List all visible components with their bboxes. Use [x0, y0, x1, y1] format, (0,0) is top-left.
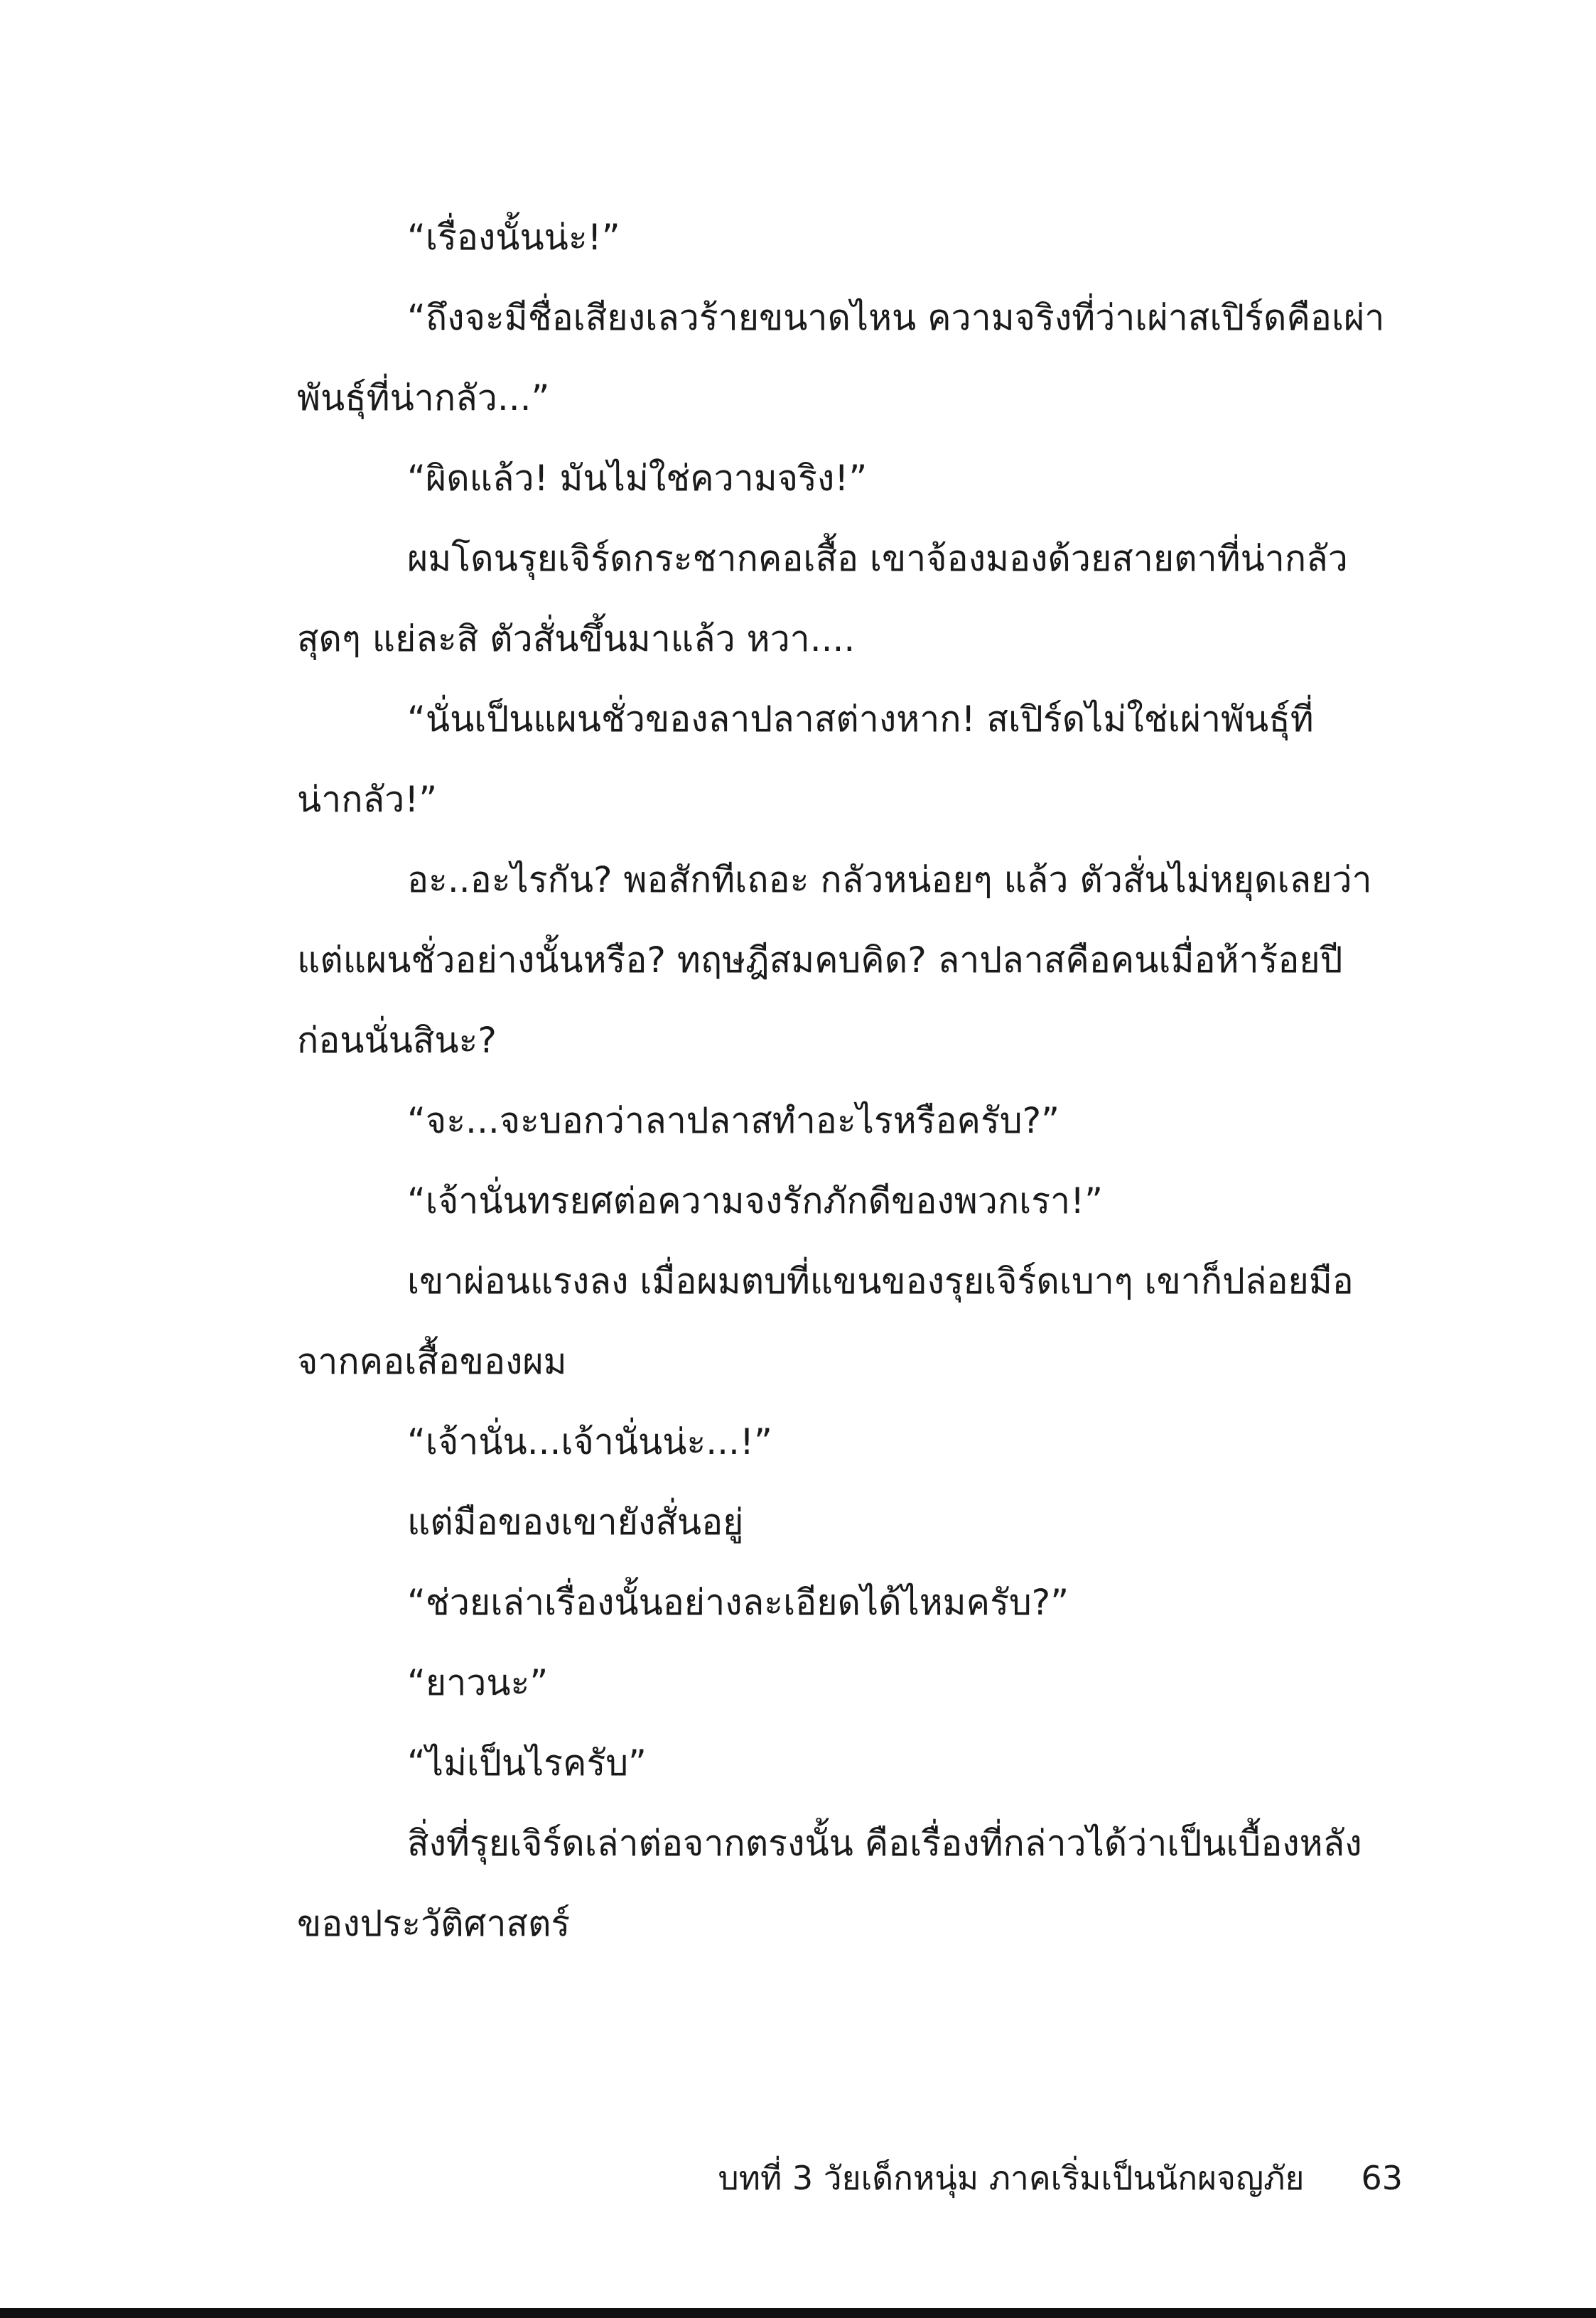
text-line: “ผิดแล้ว! มันไม่ใช่ความจริง!”	[407, 458, 868, 499]
page-body-text	[297, 198, 1400, 1964]
text-line: สุดๆ แย่ละสิ ตัวสั่นขึ้นมาแล้ว หวา....	[297, 618, 856, 659]
text-line: อะ..อะไรกัน? พอสักทีเถอะ กลัวหน่อยๆ แล้ว ตัวสั่นไม่หยุดเลยว่า	[407, 859, 1372, 900]
text-line: เขาผ่อนแรงลง เมื่อผมตบที่แขนของรุยเจิร์ดเบาๆ เขาก็ปล่อยมือ	[407, 1261, 1354, 1302]
text-line: แต่แผนชั่วอย่างนั้นหรือ? ทฤษฎีสมคบคิด? ลาปลาสคือคนเมื่อห้าร้อยปี	[297, 939, 1343, 981]
running-chapter-title: บทที่ 3 วัยเด็กหนุ่ม ภาคเริ่มเป็นนักผจญภัย	[718, 2159, 1305, 2197]
text-line: “นั่นเป็นแผนชั่วของลาปลาสต่างหาก! สเปิร์ดไม่ใช่เผ่าพันธุ์ที่	[407, 699, 1314, 740]
text-line: “ยาวนะ”	[407, 1662, 549, 1703]
text-line: จากคอเสื้อของผม	[297, 1341, 567, 1382]
text-line: ของประวัติศาสตร์	[297, 1903, 571, 1944]
text-line: “เจ้านั่น...เจ้านั่นน่ะ...!”	[407, 1421, 772, 1462]
text-line: ก่อนนั่นสินะ?	[297, 1020, 497, 1061]
page-footer	[718, 2146, 1403, 2210]
text-line: “ไม่เป็นไรครับ”	[407, 1742, 647, 1784]
text-line: “เรื่องนั้นน่ะ!”	[407, 217, 620, 258]
text-line: “เจ้านั่นทรยศต่อความจงรักภักดีของพวกเรา!”	[407, 1180, 1104, 1222]
bottom-edge-bar	[0, 2308, 1596, 2318]
page-number: 63	[1361, 2159, 1403, 2197]
text-line: พันธุ์ที่น่ากลัว...”	[297, 377, 550, 419]
text-line: แต่มือของเขายังสั่นอยู่	[407, 1502, 744, 1543]
text-line: สิ่งที่รุยเจิร์ดเล่าต่อจากตรงนั้น คือเรื่องที่กล่าวได้ว่าเป็นเบื้องหลัง	[407, 1823, 1362, 1864]
text-line: ผมโดนรุยเจิร์ดกระชากคอเสื้อ เขาจ้องมองด้วยสายตาที่น่ากลัว	[407, 538, 1348, 579]
text-line: “ถึงจะมีชื่อเสียงเลวร้ายขนาดไหน ความจริงที่ว่าเผ่าสเปิร์ดคือเผ่า	[407, 297, 1385, 338]
text-line: “ช่วยเล่าเรื่องนั้นอย่างละเอียดได้ไหมครับ?”	[407, 1582, 1069, 1623]
text-line: น่ากลัว!”	[297, 779, 438, 820]
text-line: “จะ...จะบอกว่าลาปลาสทำอะไรหรือครับ?”	[407, 1100, 1060, 1141]
